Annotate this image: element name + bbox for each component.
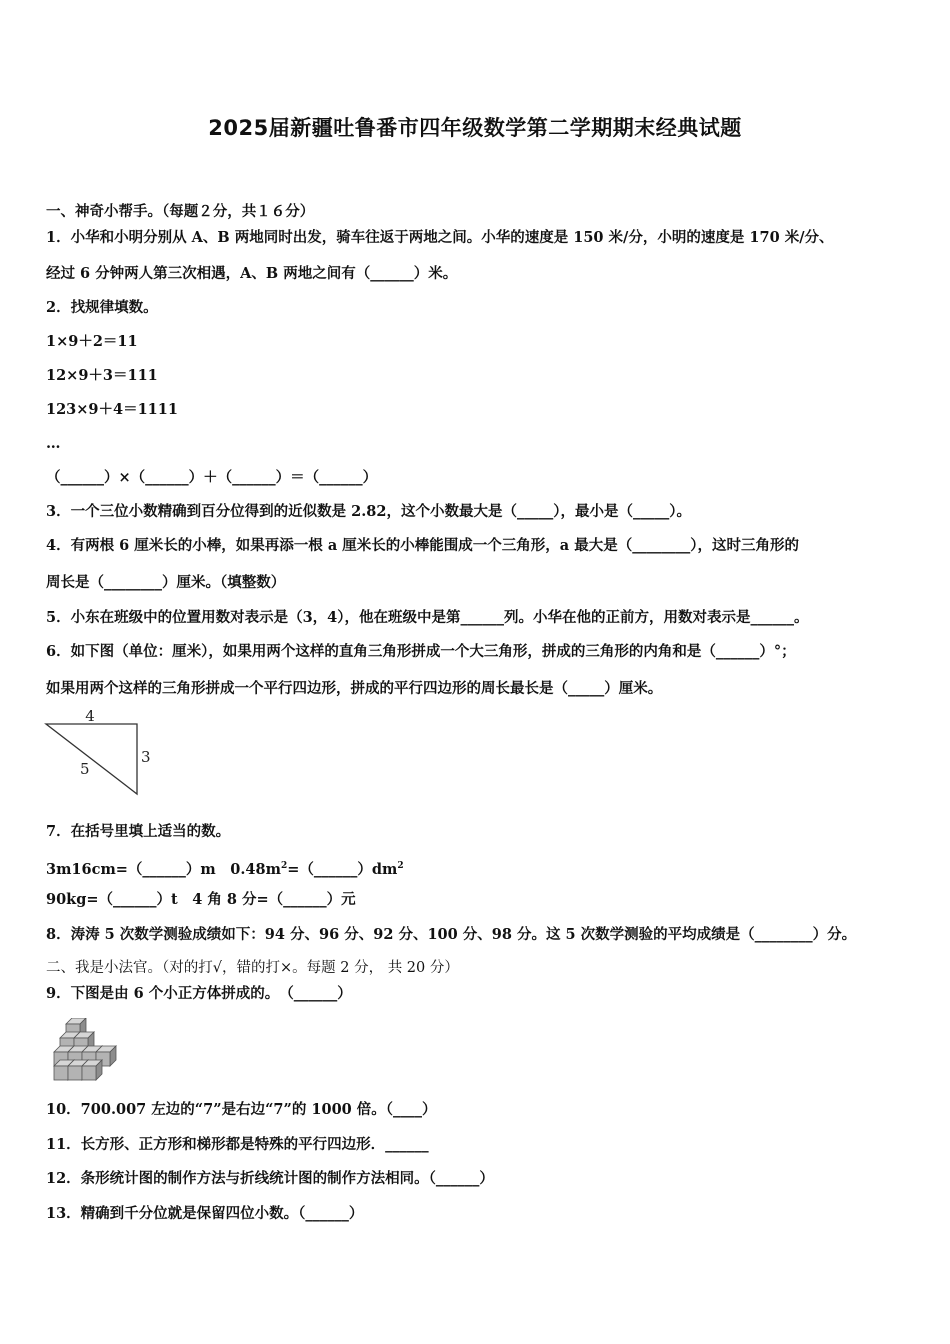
page-title: 2025届新疆吐鲁番市四年级数学第二学期期末经典试题 (208, 116, 742, 140)
question-3: 3．一个三位小数精确到百分位得到的近似数是 2.82，这个小数最大是（_____），最小是（_____）。 (46, 503, 691, 520)
question-2-ellipsis: … (46, 435, 61, 452)
question-12: 12．条形统计图的制作方法与折线统计图的制作方法相同。（______） (46, 1170, 494, 1187)
square-sup-1: 2 (280, 861, 288, 871)
question-2-equation-1: 1×9＋2＝11 (46, 333, 138, 350)
question-5: 5．小东在班级中的位置用数对表示是（3，4），他在班级中是第______列。小华在他的正前方，用数对表示是______。 (46, 609, 809, 626)
section-1-header: 一、神奇小帮手。（每题２分，共１６分） (46, 203, 315, 220)
question-10: 10．700.007 左边的“7”是右边“7”的 1000 倍。（____） (46, 1101, 437, 1118)
question-7-title: 7．在括号里填上适当的数。 (46, 823, 231, 840)
right-triangle-figure (40, 704, 170, 800)
question-1-line-2: 经过 6 分钟两人第三次相遇，A、B 两地之间有（______）米。 (46, 265, 458, 282)
question-2-title: 2．找规律填数。 (46, 299, 158, 316)
question-7-line-2 (46, 856, 404, 880)
question-13: 13．精确到千分位就是保留四位小数。（______） (46, 1205, 364, 1222)
question-11: 11．长方形、正方形和梯形都是特殊的平行四边形．______ (46, 1136, 429, 1153)
square-sup-2: 2 (397, 861, 404, 871)
cubes-figure (52, 1018, 122, 1082)
question-8: 8．涛涛 5 次数学测验成绩如下：94 分、96 分、92 分、100 分、98 分。这 5 次数学测验的平均成绩是（________）分。 (46, 926, 857, 943)
question-2-blank-row: （______）×（______）＋（______）＝（______） (46, 469, 378, 486)
right-triangle-shape (46, 724, 137, 794)
question-6-line-2: 如果用两个这样的三角形拼成一个平行四边形，拼成的平行四边形的周长最长是（_____）厘米。 (46, 680, 663, 697)
question-7-line-3: 90kg=（______）t 4 角 8 分=（______）元 (46, 891, 356, 908)
section-2-header: 二、我是小法官。（对的打√，错的打×。每题 2 分， 共 20 分） (46, 960, 459, 976)
question-9: 9．下图是由 6 个小正方体拼成的。 （______） (46, 985, 352, 1002)
question-2-equation-3: 123×9＋4＝1111 (46, 401, 178, 418)
triangle-top-label: 4 (85, 707, 95, 725)
question-7-line-2-b: =（______）dm (287, 860, 398, 878)
question-4-line-1: 4．有两根 6 厘米长的小棒，如果再添一根 a 厘米长的小棒能围成一个三角形，a 最大是（________），这时三角形的 (46, 537, 799, 554)
triangle-hypotenuse-label: 5 (80, 760, 90, 778)
triangle-right-label: 3 (141, 748, 151, 766)
question-4-line-2: 周长是（________）厘米。（填整数） (46, 574, 286, 591)
question-2-equation-2: 12×9＋3＝111 (46, 367, 158, 384)
question-1-line-1: 1．小华和小明分别从 A、B 两地同时出发，骑车往返于两地之间。小华的速度是 150 米/分，小明的速度是 170 米/分、 (46, 229, 834, 246)
cube-block (82, 1060, 102, 1080)
question-6-line-1: 6．如下图（单位：厘米），如果用两个这样的直角三角形拼成一个大三角形，拼成的三角形的内角和是（______）°； (46, 643, 796, 660)
question-7-line-2-a: 3m16cm=（______）m 0.48m (46, 860, 281, 878)
